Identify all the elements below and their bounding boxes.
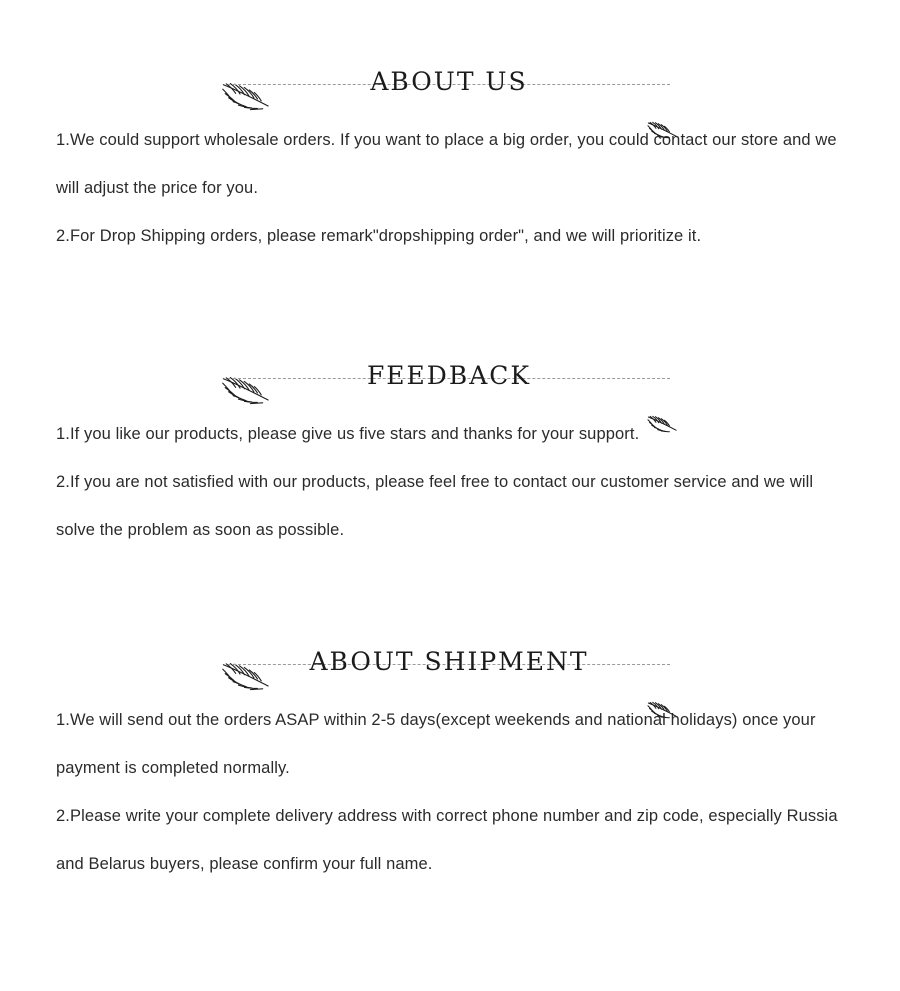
section-heading-about-shipment bbox=[0, 620, 900, 682]
section-heading-feedback bbox=[0, 334, 900, 396]
paragraph: 2.For Drop Shipping orders, please remark"dropshipping order", and we will prioritize it. bbox=[56, 227, 702, 245]
page-title-about-shipment: ABOUT SHIPMENT bbox=[309, 646, 589, 676]
paragraph: 1.We will send out the orders ASAP within 2-5 days(except weekends and national holidays) once your payment is completed normally. bbox=[56, 711, 816, 777]
section-heading-about-us bbox=[0, 40, 900, 102]
paragraph: 1.We could support wholesale orders. If you want to place a big order, you could contact our store and we will adjust the price for you. bbox=[56, 131, 837, 197]
section-spacer bbox=[0, 260, 900, 334]
paragraph: 2.If you are not satisfied with our products, please feel free to contact our customer service and we will solve the problem as soon as possible. bbox=[56, 473, 814, 539]
section-about-us bbox=[0, 0, 900, 260]
page-title-feedback: FEEDBACK bbox=[366, 360, 532, 390]
section-feedback bbox=[0, 334, 900, 554]
paragraph: 2.Please write your complete delivery address with correct phone number and zip code, especially Russia and Belarus buyers, please confirm your full name. bbox=[56, 807, 838, 873]
page-title-about-us: ABOUT US bbox=[370, 66, 528, 96]
section-spacer bbox=[0, 554, 900, 620]
paragraph: 1.If you like our products, please give us five stars and thanks for your support. bbox=[56, 425, 640, 443]
section-about-shipment bbox=[0, 620, 900, 888]
